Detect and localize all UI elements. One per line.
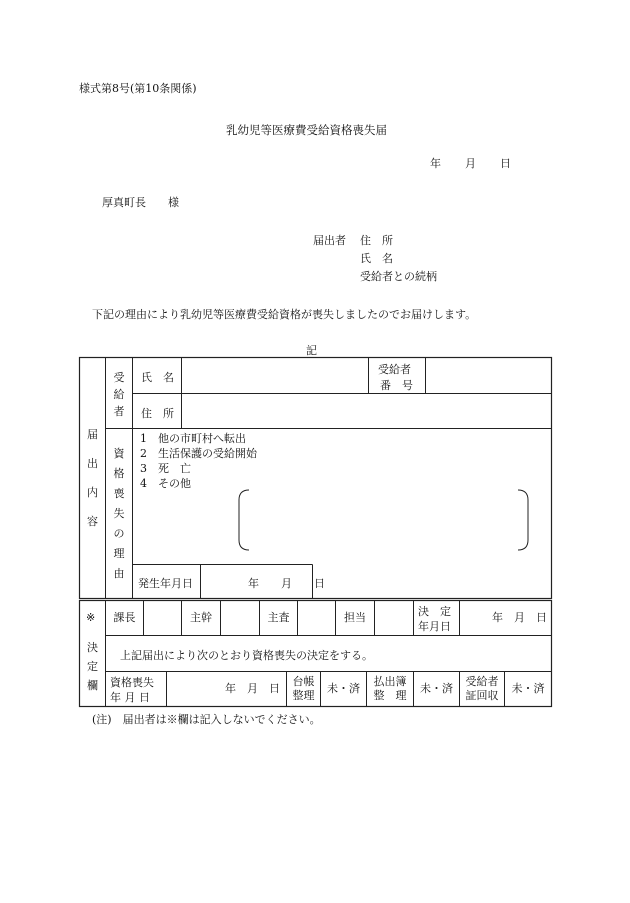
kacho-label: 課長: [113, 611, 136, 625]
recipient-name-label: 氏 名: [141, 371, 174, 384]
shusa-label: 主査: [267, 611, 290, 625]
todoke-section-char: 内: [87, 486, 98, 499]
loss-date: 年 月 日: [225, 682, 280, 696]
reason-section-char: 喪: [113, 486, 125, 500]
ledger-status: 未・済: [327, 682, 360, 696]
reason-item-1: 1 他の市町村へ転出: [140, 432, 246, 445]
shukan-label: 主幹: [190, 611, 212, 625]
occurrence-date: 年 月 日: [248, 577, 325, 590]
addressee: 厚真町長 様: [102, 196, 179, 209]
reason-section-char: の: [113, 526, 125, 540]
reason-section-char: 理: [113, 546, 125, 560]
applicant-relation-label: 受給者との続柄: [360, 270, 437, 283]
date-day-label: 日: [500, 157, 511, 170]
decision-section-char: 決: [87, 640, 98, 654]
applicant-label: 届出者: [313, 234, 346, 247]
reason-section-char: 失: [113, 506, 125, 520]
applicant-name-label: 氏 名: [360, 252, 393, 265]
tanto-label: 担当: [344, 611, 366, 625]
decision-message: 上記届出により次のとおり資格喪失の決定をする。: [120, 649, 373, 662]
ledger-label-2: 整理: [292, 689, 315, 702]
decision-date-label-2: 年月日: [418, 620, 451, 633]
reason-section-char: 由: [113, 566, 125, 580]
recipient-address-label: 住 所: [141, 407, 174, 420]
todoke-section-label: [80, 418, 105, 538]
decision-date: 年 月 日: [492, 611, 547, 625]
ki-label: 記: [306, 344, 317, 357]
reason-item-3: 3 死 亡: [140, 462, 191, 475]
certificate-collection-label-2: 証回収: [465, 689, 499, 702]
decision-section-char: 欄: [87, 678, 98, 692]
reason-list: [140, 431, 257, 491]
jukyusha-section-char: 受: [113, 370, 125, 384]
certificate-collection-status: 未・済: [511, 682, 545, 696]
jukyusha-section-char: 者: [113, 404, 125, 418]
payment-book-label: [367, 672, 413, 706]
payment-book-status: 未・済: [420, 682, 453, 696]
certificate-collection-label: [460, 672, 504, 706]
loss-date-label-2: 年 月 日: [110, 691, 150, 704]
reason-section-char: 格: [113, 466, 125, 480]
reason-section-label: [106, 432, 132, 594]
recipient-number-label-2: 番 号: [380, 379, 413, 392]
ledger-label-1: 台帳: [292, 675, 315, 689]
todoke-section-char: 容: [87, 515, 98, 528]
todoke-section-char: 出: [87, 457, 98, 470]
payment-book-label-2: 整 理: [373, 689, 407, 702]
ledger-label: [287, 672, 320, 706]
date-year-label: 年: [430, 157, 441, 170]
todoke-section-char: 届: [87, 428, 98, 441]
jukyusha-section-char: 給: [113, 387, 125, 401]
decision-section-label: [80, 630, 105, 702]
reason-item-2: 2 生活保護の受給開始: [140, 447, 257, 460]
decision-date-label-1: 決 定: [418, 605, 451, 618]
loss-date-label-1: 資格喪失: [110, 676, 154, 689]
reason-section-char: 資: [113, 446, 125, 460]
certificate-collection-label-1: 受給者: [465, 675, 499, 689]
recipient-number-label-1: 受給者: [378, 363, 411, 376]
other-reason-brackets: [239, 490, 528, 550]
payment-book-label-1: 払出簿: [373, 675, 407, 689]
decision-section-char: 定: [87, 659, 98, 673]
form-number: 様式第8号(第10条関係): [79, 82, 197, 95]
decision-mark: ※: [86, 611, 96, 624]
jukyusha-section-label: [106, 364, 132, 424]
date-month-label: 月: [465, 157, 476, 170]
reason-item-4: 4 その他: [140, 477, 191, 490]
statement: 下記の理由により乳幼児等医療費受給資格が喪失しましたのでお届けします。: [92, 308, 477, 321]
form-title: 乳幼児等医療費受給資格喪失届: [226, 123, 387, 137]
occurrence-date-label: 発生年月日: [138, 577, 193, 590]
footnote: (注) 届出者は※欄は記入しないでください。: [92, 713, 321, 726]
applicant-address-label: 住 所: [360, 234, 393, 247]
